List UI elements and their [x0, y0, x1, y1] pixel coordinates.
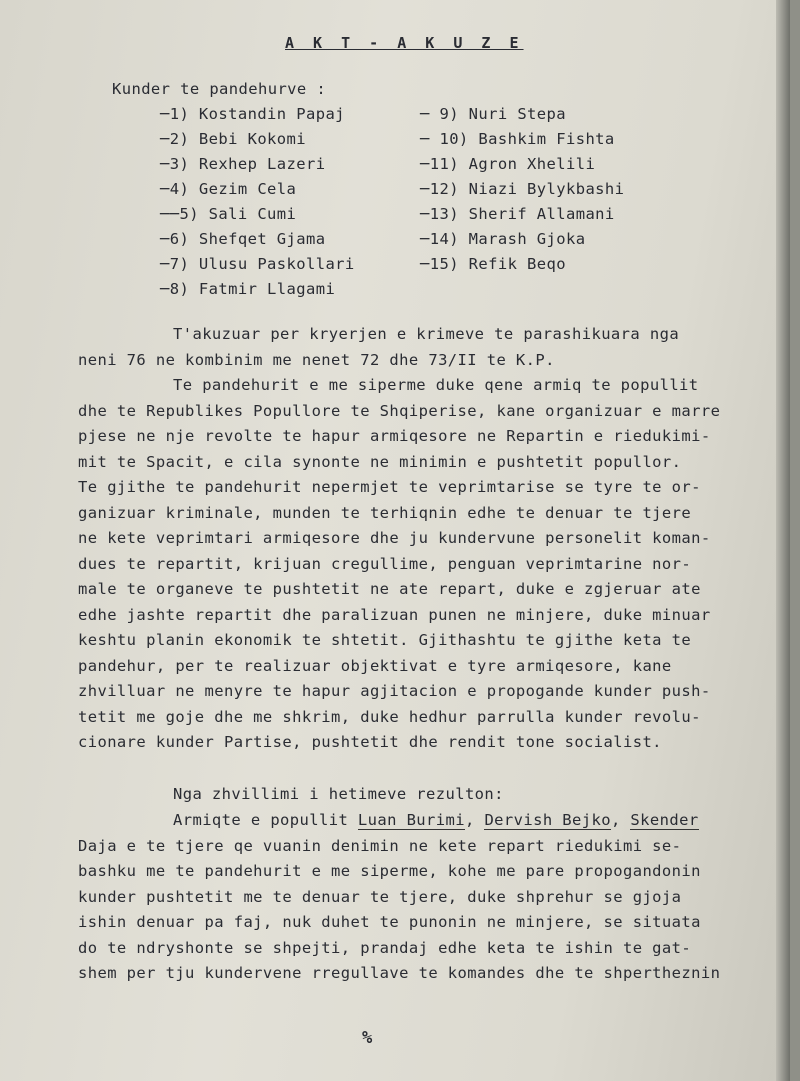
defendant-item: ─13) Sherif Allamani: [420, 205, 615, 223]
text-line: bashku me te pandehurit e me siperme, kohe me pare propogandonin: [78, 862, 701, 880]
defendant-item: ─4) Gezim Cela: [160, 180, 297, 198]
underlined-name: Skender: [630, 811, 699, 829]
charge-paragraph: [78, 322, 790, 373]
text-line: dhe te Republikes Popullore te Shqiperise, kane organizuar e marre: [78, 401, 721, 420]
text-line: edhe jashte repartit dhe paralizuan punen ne minjere, duke minuar: [78, 605, 711, 624]
text-line: Daja e te tjere qe vuanin denimin ne kete repart riedukimi se-: [78, 836, 682, 855]
page-marker: %: [362, 1028, 373, 1048]
defendants-list-right: [420, 102, 624, 277]
underlined-name: Luan Burimi: [357, 811, 465, 829]
text-fragment: ,: [610, 811, 631, 829]
defendant-item: ─8) Fatmir Llagami: [160, 280, 336, 298]
defendant-item: ─ 9) Nuri Stepa: [420, 105, 566, 123]
text-line: Te pandehurit e me siperme duke qene armiq te popullit: [173, 376, 699, 394]
findings-paragraph: [78, 808, 790, 987]
text-line: kunder pushtetit me te denuar te tjere, duke shprehur se gjoja: [78, 887, 682, 906]
text-fragment: Armiqte e popullit: [173, 811, 358, 829]
text-line: tetit me goje dhe me shkrim, duke hedhur parrulla kunder revolu-: [78, 707, 701, 726]
defendants-list-left: [160, 102, 355, 302]
investigation-heading: [78, 782, 790, 808]
defendant-item: ─15) Refik Beqo: [420, 255, 566, 273]
defendant-item: ──5) Sali Cumi: [160, 205, 297, 223]
defendant-item: ─3) Rexhep Lazeri: [160, 155, 326, 173]
text-line: pandehur, per te realizuar objektivat e tyre armiqesore, kane: [78, 656, 672, 675]
text-line: mit te Spacit, e cila synonte ne minimin e pushtetit popullor.: [78, 452, 682, 471]
defendant-item: ─1) Kostandin Papaj: [160, 105, 345, 123]
text-line: do te ndryshonte se shpejti, prandaj edhe keta te ishin te gat-: [78, 938, 692, 957]
text-fragment: ,: [464, 811, 485, 829]
text-line: neni 76 ne kombinim me nenet 72 dhe 73/II te K.P.: [78, 350, 555, 369]
text-line: shem per tju kundervene rregullave te komandes dhe te shpertheznin: [78, 964, 721, 982]
text-line: keshtu planin ekonomik te shtetit. Gjithashtu te gjithe keta te: [78, 631, 692, 649]
defendant-item: ─14) Marash Gjoka: [420, 230, 586, 248]
defendant-item: ─6) Shefqet Gjama: [160, 230, 326, 248]
text-line: ishin denuar pa faj, nuk duhet te punonin ne minjere, se situata: [78, 913, 701, 931]
text-line: dues te repartit, krijuan cregullime, penguan veprimtarine nor-: [78, 554, 692, 573]
text-line: ganizuar kriminale, munden te terhiqnin edhe te denuar te tjere: [78, 503, 692, 522]
text-line: pjese ne nje revolte te hapur armiqesore ne Repartin e riedukimi-: [78, 427, 711, 445]
text-line: Nga zhvillimi i hetimeve rezulton:: [173, 785, 504, 803]
defendant-item: ─2) Bebi Kokomi: [160, 130, 306, 148]
defendant-item: ─ 10) Bashkim Fishta: [420, 130, 615, 148]
defendant-item: ─11) Agron Xhelili: [420, 155, 596, 173]
text-line: male te organeve te pushtetit ne ate repart, duke e zgjeruar ate: [78, 580, 701, 598]
text-line: T'akuzuar per kryerjen e krimeve te parashikuara nga: [173, 325, 680, 343]
accusation-paragraph: [78, 373, 790, 756]
defendant-item: ─12) Niazi Bylykbashi: [420, 180, 625, 198]
text-line: zhvilluar ne menyre te hapur agjitacion e propogande kunder push-: [78, 682, 711, 700]
text-line: Te gjithe te pandehurit nepermjet te veprimtarise se tyre te or-: [78, 478, 701, 496]
defendant-item: ─7) Ulusu Paskollari: [160, 255, 355, 273]
underlined-name: Dervish Bejko: [484, 811, 611, 829]
text-line: [78, 808, 790, 834]
text-line: cionare kunder Partise, pushtetit dhe rendit tone socialist.: [78, 733, 662, 751]
intro-line: Kunder te pandehurve :: [112, 80, 327, 98]
text-line: ne kete veprimtari armiqesore dhe ju kundervune personelit koman-: [78, 529, 711, 547]
document-title: A K T - A K U Z E: [285, 34, 524, 52]
